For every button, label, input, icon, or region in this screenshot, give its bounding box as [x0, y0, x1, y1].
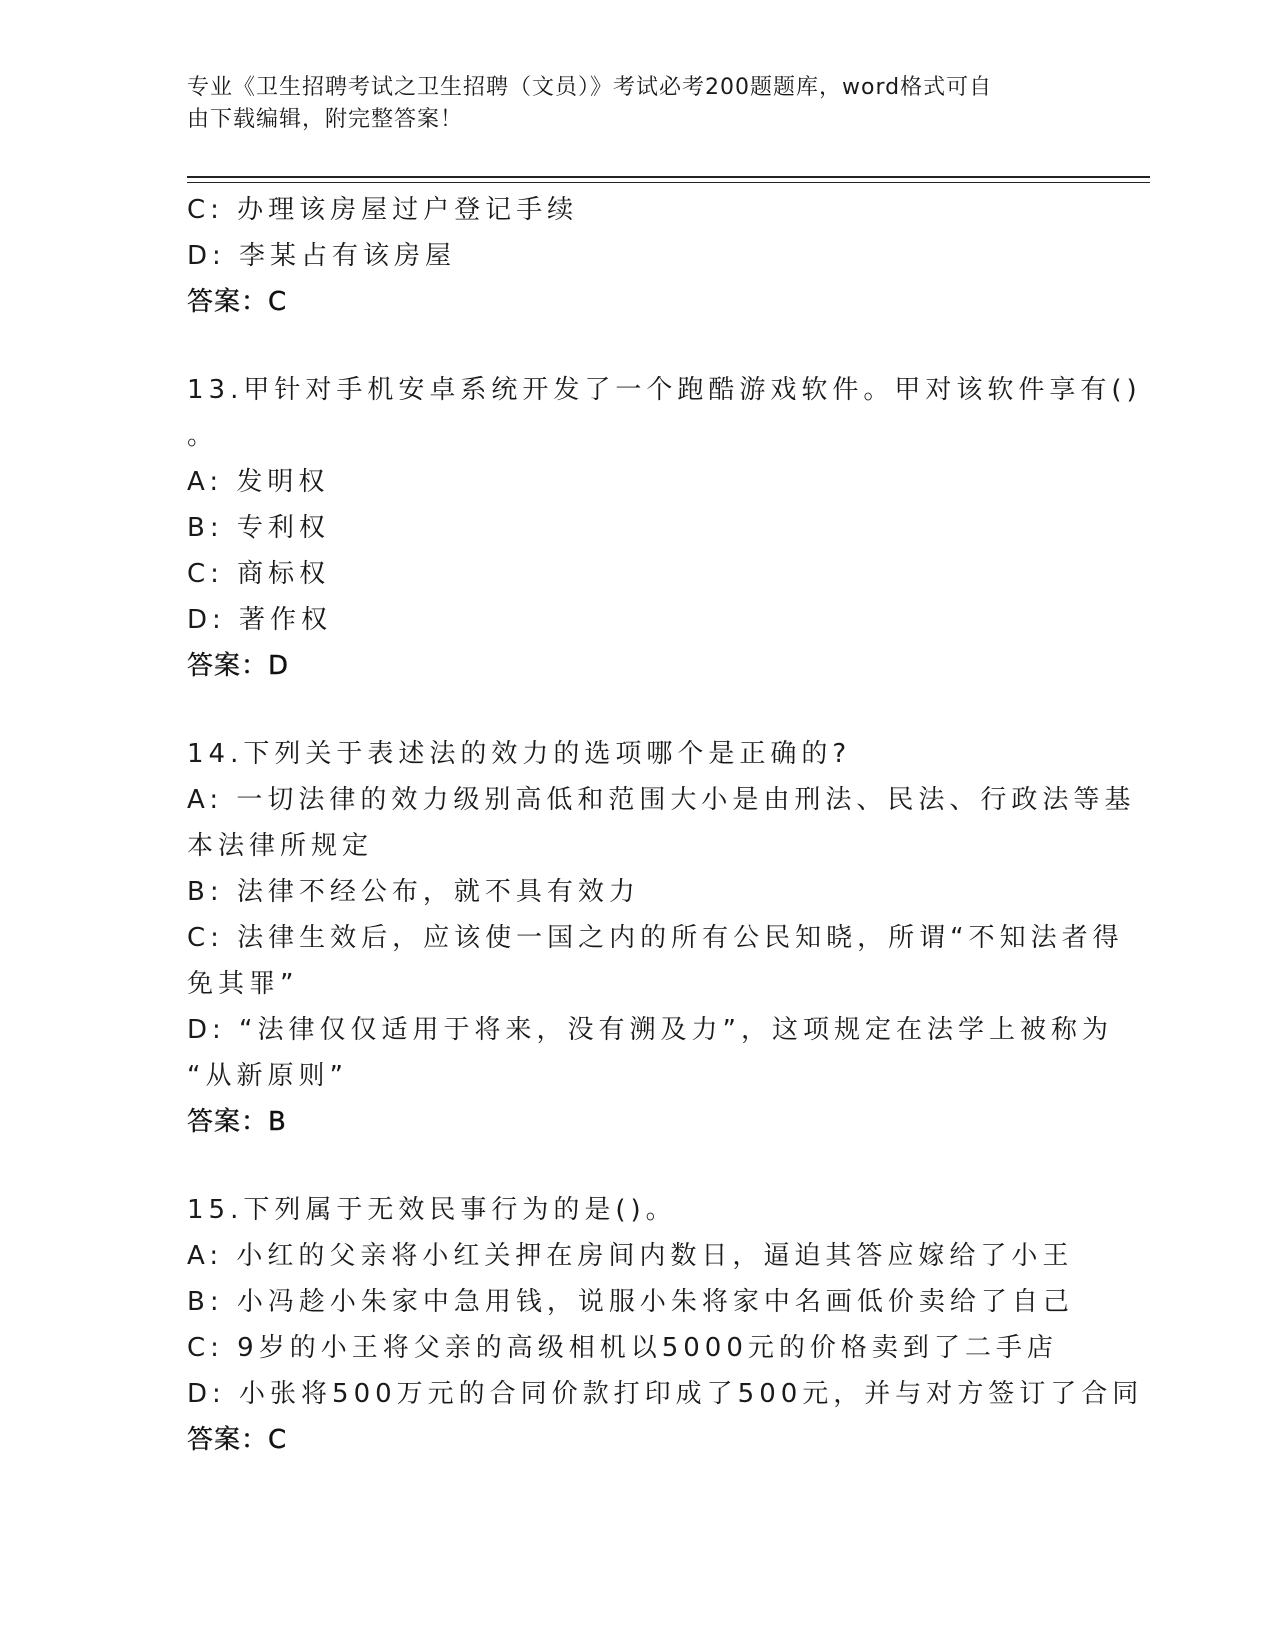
spacer: [187, 689, 1087, 731]
q12-answer: 答案：C: [187, 287, 288, 317]
q14-option-d-line-2: “从新原则”: [187, 1061, 348, 1091]
q14-option-a-line-2: 本法律所规定: [187, 831, 374, 861]
question-13: [187, 367, 1142, 689]
q13-option-c: C: 商标权: [187, 559, 331, 589]
q14-option-b: B: 法律不经公布，就不具有效力: [187, 877, 640, 907]
q14-option-d-line-1: D: “法律仅仅适用于将来，没有溯及力”，这项规定在法学上被称为: [187, 1015, 1113, 1045]
q15-stem: 15.下列属于无效民事行为的是()。: [187, 1195, 677, 1225]
q13-option-d: D: 著作权: [187, 605, 333, 635]
q13-option-b: B: 专利权: [187, 513, 330, 543]
question-15: [187, 1187, 1144, 1463]
q13-stem-line-2: 。: [187, 421, 219, 451]
question-14: [187, 731, 1136, 1145]
q14-option-a-line-1: A: 一切法律的效力级别高低和范围大小是由刑法、民法、行政法等基: [187, 785, 1136, 815]
header-rule-thick: [187, 176, 1150, 178]
question-12: [187, 187, 1087, 325]
q15-option-c: C: 9岁的小王将父亲的高级相机以5000元的价格卖到了二手店: [187, 1333, 1058, 1363]
q13-stem-line-1: 13.甲针对手机安卓系统开发了一个跑酷游戏软件。甲对该软件享有(): [187, 375, 1142, 405]
header-line-1: 专业《卫生招聘考试之卫生招聘（文员）》考试必考200题题库，word格式可自: [187, 75, 993, 100]
q14-stem: 14.下列关于表述法的效力的选项哪个是正确的?: [187, 739, 852, 769]
document-body: [187, 187, 1144, 1463]
q14-answer: 答案：B: [187, 1107, 287, 1137]
spacer: [187, 1145, 1087, 1187]
q12-option-d: D: 李某占有该房屋: [187, 241, 457, 271]
document-header: [187, 72, 1067, 136]
q12-option-c: C: 办理该房屋过户登记手续: [187, 195, 579, 225]
q13-option-a: A: 发明权: [187, 467, 330, 497]
q15-answer: 答案：C: [187, 1425, 288, 1455]
header-rule-thin: [187, 182, 1150, 183]
q14-option-c-line-1: C: 法律生效后，应该使一国之内的所有公民知晓，所谓“不知法者得: [187, 923, 1124, 953]
q15-option-d: D: 小张将500万元的合同价款打印成了500元，并与对方签订了合同: [187, 1379, 1144, 1409]
header-line-2: 由下载编辑，附完整答案！: [187, 107, 464, 132]
q14-option-c-line-2: 免其罪”: [187, 969, 299, 999]
q15-option-a: A: 小红的父亲将小红关押在房间内数日，逼迫其答应嫁给了小王: [187, 1241, 1074, 1271]
spacer: [187, 325, 1087, 367]
q13-answer: 答案：D: [187, 651, 290, 681]
q15-option-b: B: 小冯趁小朱家中急用钱，说服小朱将家中名画低价卖给了自己: [187, 1287, 1074, 1317]
